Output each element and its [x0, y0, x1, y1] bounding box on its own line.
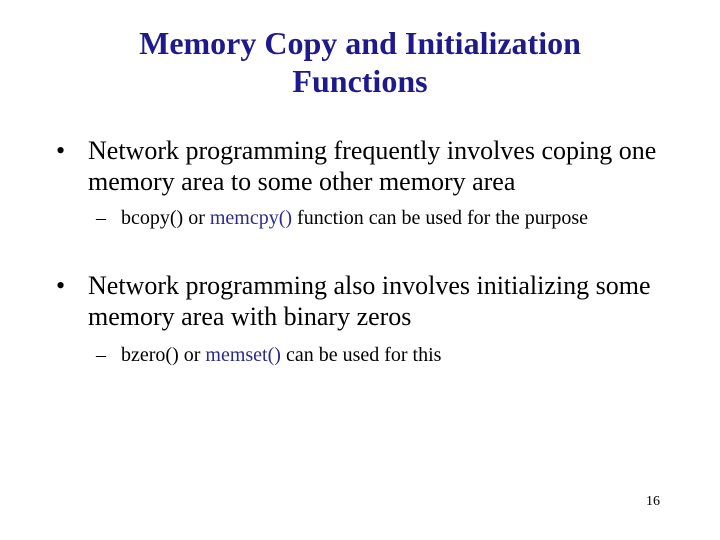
sub-bullet-text	[121, 342, 656, 368]
slide-title	[60, 24, 660, 100]
sub-bullet-text	[121, 205, 656, 231]
sub-bullet-item-1	[96, 205, 656, 231]
bullet-text: Network programming also involves initializing some memory area with binary zeros	[88, 271, 651, 331]
function-name-memcpy: memcpy()	[209, 207, 293, 229]
sub-bullet-text-part1: bzero() or	[121, 344, 206, 366]
bullet-text: Network programming frequently involves coping one memory area to some other memory area	[88, 136, 657, 196]
sub-bullet-marker: –	[96, 344, 106, 366]
bullet-item-2	[56, 270, 676, 332]
slide-title-line1: Memory Copy and Initialization	[139, 25, 581, 61]
function-name-memset: memset()	[205, 344, 281, 366]
slide-title-line2: Functions	[292, 63, 428, 99]
bullet-item-1	[56, 135, 676, 197]
sub-bullet-marker: –	[96, 207, 106, 229]
bullet-marker: •	[56, 136, 66, 165]
sub-bullet-text-part2: function can be used for the purpose	[292, 207, 589, 229]
sub-bullet-item-2	[96, 342, 656, 368]
page-number: 16	[646, 494, 660, 509]
bullet-marker: •	[56, 271, 66, 300]
sub-bullet-text-part1: bcopy() or	[121, 207, 210, 229]
sub-bullet-text-part2: can be used for this	[280, 344, 442, 366]
